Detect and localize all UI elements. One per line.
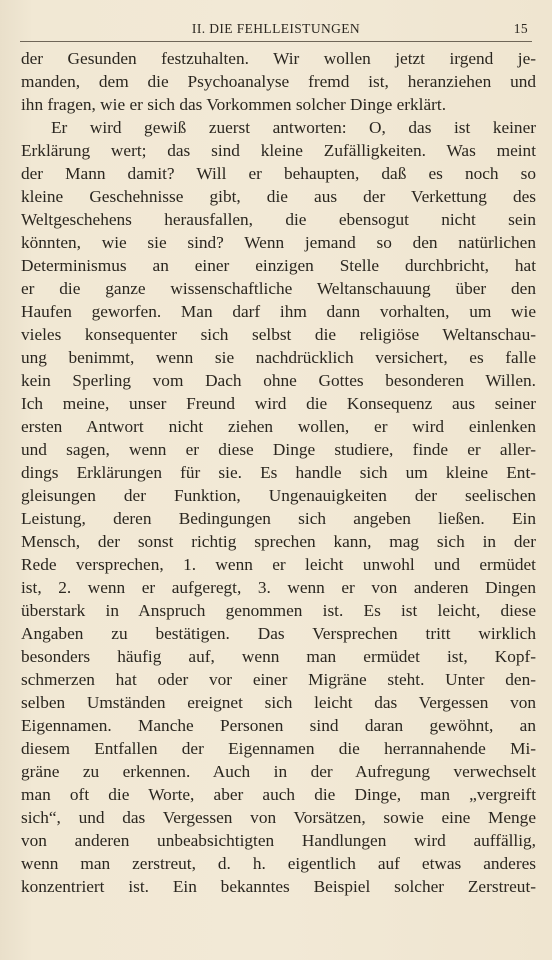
text-line: könnten, wie sie sind? Wenn jemand so den natürlichen [21,233,536,252]
body-text [21,47,536,898]
text-line: dings Erklärungen für sie. Es handle sich um kleine Ent- [21,463,536,482]
text-line: gräne zu erkennen. Auch in der Aufregung verwechselt [21,762,536,781]
text-line: Erklärung wert; das sind kleine Zufälligkeiten. Was meint [21,141,536,160]
text-line: konzentriert ist. Ein bekanntes Beispiel solcher Zerstreut- [21,877,536,896]
text-line: Angaben zu bestätigen. Das Versprechen tritt wirklich [21,624,536,643]
text-line: kleine Geschehnisse gibt, die aus der Verkettung des [21,187,536,206]
chapter-title: II. DIE FEHLLEISTUNGEN [191,21,361,36]
text-line: man oft die Worte, aber auch die Dinge, man „vergreift [21,785,536,804]
text-line: Er wird gewiß zuerst antworten: O, das ist keiner [51,118,536,137]
text-line: überstark in Anspruch genommen ist. Es ist leicht, diese [21,601,536,620]
text-line: kein Sperling vom Dach ohne Gottes besonderen Willen. [21,371,536,390]
text-line: Weltgeschehens herausfallen, die ebensogut nicht sein [21,210,536,229]
text-line: Rede versprechen, 1. wenn er leicht unwohl und ermüdet [21,555,536,574]
text-line: der Gesunden festzuhalten. Wir wollen jetzt irgend je- [21,49,536,68]
text-line: Mensch, der sonst richtig sprechen kann, mag sich in der [21,532,536,551]
text-line: diesem Entfallen der Eigennamen die herrannahende Mi- [21,739,536,758]
running-head [22,19,530,43]
text-line: ung benimmt, wenn sie nachdrücklich versichert, es falle [21,348,536,367]
text-line: Haufen geworfen. Man darf ihm dann vorhalten, um wie [21,302,536,321]
text-line: von anderen unbeabsichtigten Handlungen wird auffällig, [21,831,536,850]
text-line: ist, 2. wenn er aufgeregt, 3. wenn er von anderen Dingen [21,578,536,597]
text-line: ihn fragen, wie er sich das Vorkommen solcher Dinge erklärt. [21,95,447,114]
text-line: der Mann damit? Will er behaupten, daß es noch so [21,164,536,183]
text-line: sich“, und das Vergessen von Vorsätzen, sowie eine Menge [21,808,536,827]
page-number: 15 [513,21,528,36]
text-line: schmerzen hat oder vor einer Migräne steht. Unter den- [21,670,536,689]
text-line: Leistung, deren Bedingungen sich angeben ließen. Ein [21,509,536,528]
text-line: manden, dem die Psychoanalyse fremd ist, heranziehen und [21,72,536,91]
text-line: und sagen, wenn er diese Dinge studiere, finde er aller- [21,440,536,459]
text-line: selben Umständen ereignet sich leicht das Vergessen von [21,693,536,712]
text-line: wenn man zerstreut, d. h. eigentlich auf etwas anderes [21,854,536,873]
text-line: Determinismus an einer einzigen Stelle durchbricht, hat [21,256,536,275]
header-rule [20,41,532,42]
text-line: gleisungen der Funktion, Ungenauigkeiten der seelischen [21,486,536,505]
text-line: Eigennamen. Manche Personen sind daran gewöhnt, an [21,716,536,735]
text-line: Ich meine, unser Freund wird die Konsequenz aus seiner [21,394,536,413]
text-line: ersten Antwort nicht ziehen wollen, er wird einlenken [21,417,536,436]
text-line: besonders häufig auf, wenn man ermüdet ist, Kopf- [21,647,536,666]
text-line: vieles konsequenter sich selbst die religiöse Weltanschau- [21,325,536,344]
text-line: er die ganze wissenschaftliche Weltanschauung über den [21,279,536,298]
